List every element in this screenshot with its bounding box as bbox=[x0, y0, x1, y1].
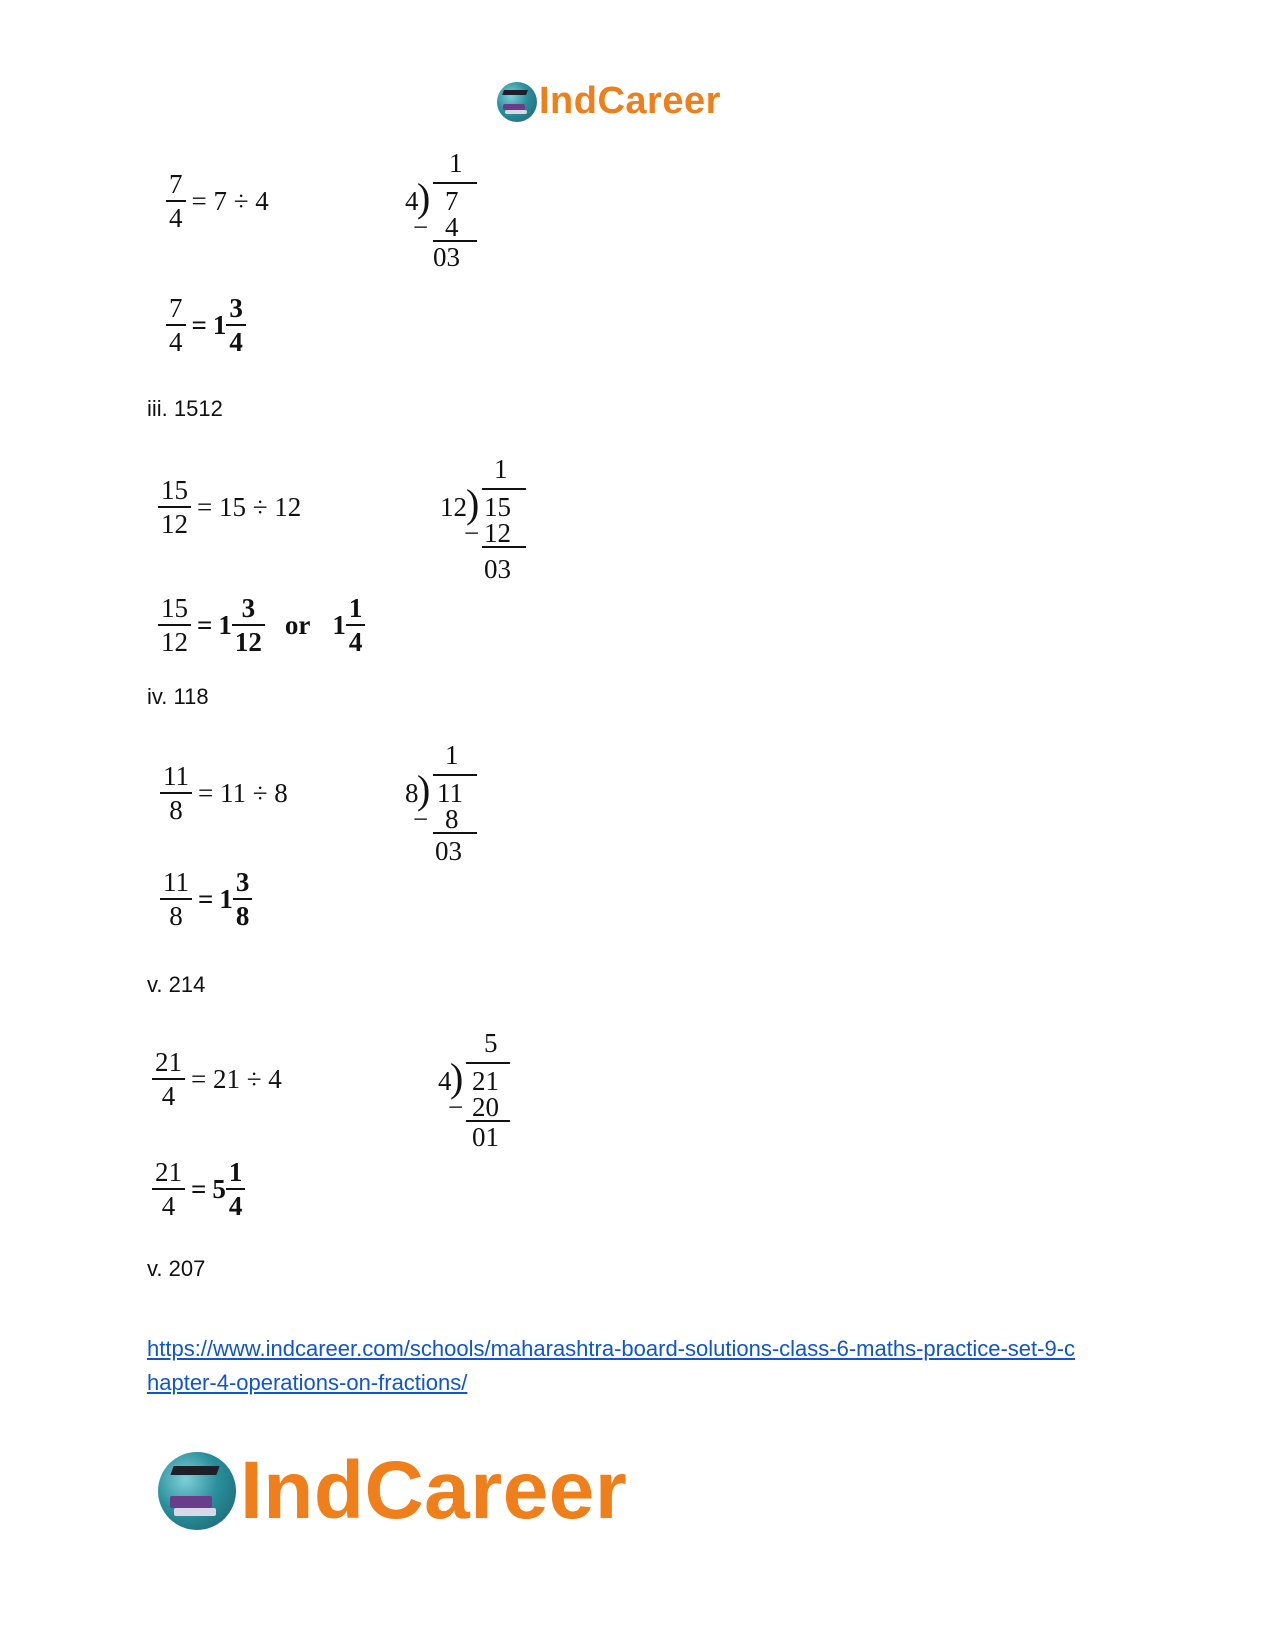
minus-sign: − bbox=[413, 212, 429, 242]
header-logo bbox=[497, 80, 721, 123]
source-link[interactable] bbox=[147, 1332, 1147, 1400]
mixed-fraction-result: $\frac{11}{8}$ = 1 $\frac{3}{8}$ bbox=[160, 868, 252, 931]
equation-division-form bbox=[166, 170, 275, 233]
equation-division-form: $\frac{15}{12}$ = 15 ÷ 12 bbox=[158, 476, 307, 539]
equation-rhs: = 15 ÷ 12 bbox=[197, 491, 302, 522]
source-link-line2[interactable]: hapter-4-operations-on-fractions/ bbox=[147, 1370, 468, 1395]
denominator: 4 bbox=[169, 203, 183, 234]
numerator: 7 bbox=[169, 169, 183, 199]
or-text: or bbox=[284, 609, 311, 640]
divisor: 4 bbox=[405, 186, 419, 216]
fraction bbox=[166, 170, 186, 233]
globe-cap-logo-icon bbox=[497, 82, 537, 122]
footer-logo-text: IndCareer bbox=[240, 1445, 628, 1536]
remainder: 03 bbox=[433, 242, 460, 272]
source-link-line1[interactable]: https://www.indcareer.com/schools/maharashtra-board-solutions-class-6-maths-practice-set-9-c bbox=[147, 1336, 1076, 1361]
question-label: v. 214 bbox=[147, 972, 206, 997]
long-division: 1 12 ) 15 − 12 03 bbox=[440, 456, 540, 581]
footer-logo bbox=[158, 1445, 628, 1536]
header-logo-text: IndCareer bbox=[539, 80, 721, 122]
whole-number: 1 bbox=[212, 309, 227, 340]
question-label: v. 207 bbox=[147, 1256, 206, 1281]
question-label: iii. 1512 bbox=[147, 396, 223, 421]
long-division: 1 8 ) 11 − 8 03 bbox=[405, 742, 495, 867]
equation-division-form: $\frac{11}{8}$ = 11 ÷ 8 bbox=[160, 762, 294, 825]
subtrahend: 4 bbox=[445, 212, 459, 242]
dividend: 7 bbox=[445, 186, 459, 216]
equation-rhs: = 7 ÷ 4 bbox=[191, 185, 269, 216]
long-division: 5 4 ) 21 − 20 01 bbox=[438, 1030, 528, 1155]
question-label: iv. 118 bbox=[147, 684, 209, 709]
long-division: 1 4 ) 7 − 4 03 bbox=[405, 150, 495, 275]
mixed-fraction-result: $\frac{21}{4}$ = 5 $\frac{1}{4}$ bbox=[152, 1158, 245, 1221]
equation-division-form: $\frac{21}{4}$ = 21 ÷ 4 bbox=[152, 1048, 288, 1111]
mixed-fraction-result: $\frac{7}{4}$ = 1 $\frac{3}{4}$ bbox=[166, 294, 246, 357]
globe-cap-logo-icon bbox=[158, 1452, 236, 1530]
equation-rhs: = 21 ÷ 4 bbox=[191, 1063, 282, 1094]
mixed-fraction-result: $\frac{15}{12}$ = 1 $\frac{3}{12}$ or 1 $\frac{1}{4}$ bbox=[158, 594, 365, 657]
equation-rhs: = 11 ÷ 8 bbox=[198, 777, 288, 808]
quotient: 1 bbox=[449, 148, 463, 178]
